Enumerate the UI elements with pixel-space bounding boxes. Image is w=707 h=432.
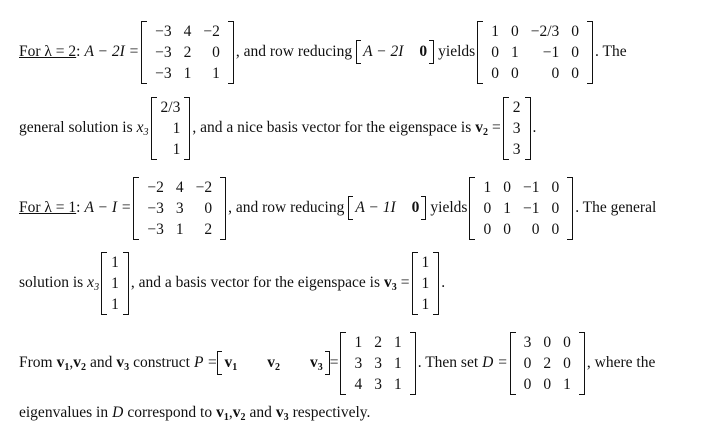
matrix-entry: 3: [175, 199, 184, 217]
matrix-entry: 1: [491, 22, 499, 40]
d-label: D: [112, 404, 124, 421]
matrix-entry: 0: [551, 220, 560, 238]
matrix-entry: 0: [503, 178, 511, 196]
matrix-entry: 4: [183, 22, 192, 40]
rref-matrix-lambda-1: [469, 177, 573, 240]
matrix-entry: 0: [551, 178, 560, 196]
matrix-entry: 1: [172, 140, 181, 158]
line-construct-p: From $v_1$ , $v_2$ and $v_3$ construct P = $v_1$ $v_2$ $v_3$ = 1 2 1 3 3 1 4 3 1 . Then set D = 3 0 0 0 2 0 0 0 1 , where the: [19, 333, 656, 393]
matrix-d: [510, 332, 585, 395]
matrix-entry: 1: [111, 274, 119, 292]
equals: =: [492, 119, 501, 136]
matrix-entry: −2: [203, 22, 220, 40]
matrix-entry: 0: [491, 64, 499, 82]
text-yields: yields: [430, 199, 468, 216]
text-row-reducing: , and row reducing: [228, 199, 345, 216]
colon: :: [76, 43, 81, 60]
matrix-entry: 1: [172, 119, 181, 137]
augmented-matrix: [348, 196, 426, 220]
matrix-entry: 3: [374, 354, 382, 372]
matrix-entry: −1: [522, 178, 540, 196]
matrix-entry: 2: [543, 354, 552, 372]
matrix-entry: 1: [563, 375, 571, 393]
matrix-entry: 0: [563, 333, 571, 351]
matrix-entry: 1: [212, 64, 220, 82]
text-basis-vector: , and a nice basis vector for the eigenspace is: [192, 119, 472, 136]
basis-vector-v3: [412, 252, 440, 315]
text-yields: yields: [438, 43, 476, 60]
matrix-entry: 1: [421, 253, 430, 271]
matrix-entry: 3: [512, 119, 521, 137]
matrix-entry: −3: [155, 64, 172, 82]
line-eigenvalues: eigenvalues in D correspond to $v_1$ , $v_2$ and $v_3$ respectively.: [19, 403, 371, 423]
v1-label: $v_1$: [56, 353, 70, 373]
matrix-entry: 0: [543, 333, 552, 351]
text-correspond-to: correspond to: [127, 404, 213, 421]
matrix-entry: 2: [374, 333, 382, 351]
var-x3: $x_3$: [136, 118, 149, 138]
matrix-entry: 1: [393, 333, 402, 351]
aug-right: 0: [419, 43, 428, 60]
matrix-entry: 1: [393, 354, 402, 372]
matrix-entry: −1: [522, 199, 540, 217]
v2-label: $v_2$: [232, 403, 246, 423]
matrix-entry: 2: [512, 98, 521, 116]
matrix-entry: −2: [195, 178, 213, 196]
matrix-entry: 1: [393, 375, 402, 393]
matrix-entry: 3: [354, 354, 363, 372]
matrix-entry: 0: [571, 43, 580, 61]
matrix-entry: 0: [503, 220, 511, 238]
solution-vector-2: [151, 97, 191, 160]
text-the: . The: [595, 43, 627, 60]
matrix-entry: 2: [204, 220, 213, 238]
matrix-entry: 1: [421, 295, 430, 313]
matrix-entry: 1: [175, 220, 184, 238]
text-basis-vector: , and a basis vector for the eigenspace is: [130, 274, 381, 291]
matrix-entry: 1: [421, 274, 430, 292]
matrix-entry: 0: [523, 375, 532, 393]
v3-label: $v_3$: [384, 273, 397, 293]
matrix-entry: 1: [111, 253, 119, 271]
text-then-set: . Then set: [417, 354, 479, 371]
line-lambda-2: [19, 21, 627, 84]
lambda-1-heading: For λ = 1: [19, 199, 77, 216]
matrix-entry: −2/3: [530, 22, 560, 40]
rref-matrix-lambda-2: [477, 21, 593, 84]
matrix-entry: 0: [563, 354, 571, 372]
matrix-entry: 0: [551, 199, 560, 217]
matrix-entry: 0: [510, 22, 519, 40]
matrix-entry: −3: [155, 43, 172, 61]
text-general-solution: general solution is: [19, 119, 133, 136]
aug-left: A − 1I: [355, 199, 396, 216]
matrix-entry: 0: [491, 43, 499, 61]
v1-label: $v_1$: [216, 403, 229, 423]
text-eigenvalues-in: eigenvalues in: [19, 404, 109, 421]
line-general-solution-2: [19, 97, 536, 160]
matrix-p: [340, 332, 415, 395]
matrix-entry: 1: [111, 295, 119, 313]
text-where-the: , where the: [586, 354, 656, 371]
d-label: D =: [482, 354, 508, 371]
matrix-entry: 1: [183, 64, 192, 82]
lambda-2-heading: For λ = 2: [19, 43, 77, 60]
matrix-entry: −3: [155, 22, 172, 40]
matrix-entry: 3: [523, 333, 532, 351]
text-row-reducing: , and row reducing: [235, 43, 353, 60]
expr-a-minus-i: A − I =: [84, 199, 132, 216]
line-general-solution-1: [19, 252, 445, 315]
text-respectively: respectively.: [292, 404, 371, 421]
matrix-entry: 1: [483, 178, 492, 196]
matrix-entry: −2: [147, 178, 164, 196]
matrix-entry: 0: [510, 64, 519, 82]
aug-left: A − 2I: [363, 43, 404, 60]
matrix-entry: 0: [483, 199, 492, 217]
augmented-matrix: [356, 40, 434, 64]
matrix-entry: −3: [147, 220, 164, 238]
matrix-entry: 3: [374, 375, 382, 393]
v3-label: $v_3$: [275, 403, 289, 423]
matrix-entry: 0: [212, 43, 220, 61]
matrix-entry: 3: [512, 140, 521, 158]
text-and: and: [249, 404, 272, 421]
expr-a-minus-2i: A − 2I =: [84, 43, 140, 60]
matrix-entry: 4: [354, 375, 363, 393]
equals: =: [400, 274, 410, 291]
period: .: [441, 274, 446, 291]
matrix-entry: −3: [147, 199, 164, 217]
matrix-entry: 0: [571, 22, 580, 40]
v2-label: $v_2$: [475, 118, 488, 138]
text-construct: construct: [133, 354, 190, 371]
matrix-entry: 0: [531, 220, 540, 238]
text-solution-is: solution is: [19, 274, 84, 291]
p-label: P =: [193, 354, 218, 371]
line-lambda-1: [19, 177, 656, 240]
matrix-a-minus-i: [133, 177, 226, 240]
matrix-entry: 0: [551, 64, 560, 82]
v3-label: $v_3$: [116, 353, 130, 373]
text-from: From: [19, 354, 53, 371]
matrix-entry: 0: [543, 375, 552, 393]
matrix-entry: 1: [503, 199, 511, 217]
matrix-entry: 0: [483, 220, 492, 238]
aug-right: 0: [411, 199, 420, 216]
matrix-entry: 2: [183, 43, 192, 61]
matrix-entry: 1: [354, 333, 363, 351]
matrix-entry: 2/3: [160, 98, 181, 116]
matrix-entry: 4: [175, 178, 184, 196]
solution-vector-1: [101, 252, 129, 315]
var-x3: $x_3$: [87, 273, 100, 293]
matrix-entry: 0: [571, 64, 580, 82]
p-column-vectors: $v_1$ $v_2$ $v_3$: [217, 351, 329, 375]
matrix-entry: 0: [204, 199, 213, 217]
matrix-entry: 0: [523, 354, 532, 372]
colon: :: [76, 199, 81, 216]
matrix-entry: −1: [542, 43, 560, 61]
equals: =: [329, 354, 339, 371]
text-and: and: [89, 354, 113, 371]
v2-label: $v_2$: [73, 353, 86, 373]
matrix-a-minus-2i: [141, 21, 234, 84]
basis-vector-v2: [503, 97, 531, 160]
matrix-entry: 1: [510, 43, 519, 61]
text-the-general: . The general: [575, 199, 657, 216]
period: .: [532, 119, 537, 136]
